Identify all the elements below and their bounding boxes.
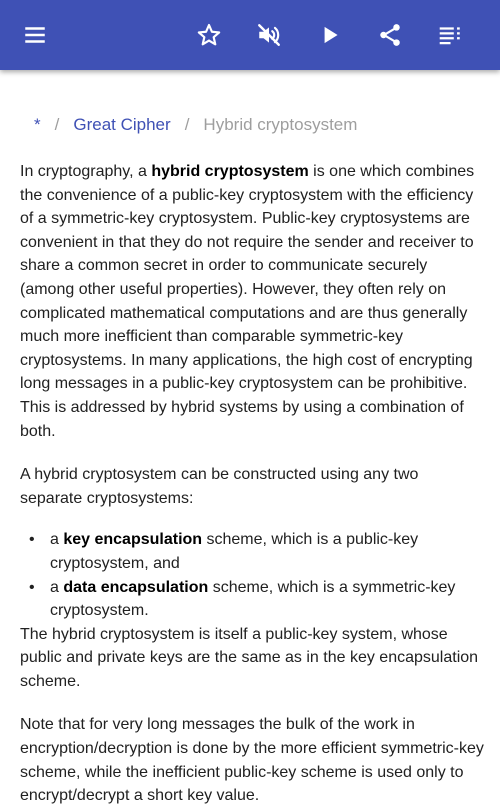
bold-term: hybrid cryptosystem	[151, 163, 309, 180]
list-item	[29, 528, 485, 575]
bold-term: data encapsulation	[63, 578, 209, 596]
bullet-list	[20, 528, 485, 622]
list-item-text: scheme, which is a symmetric-key cryptosystem.	[50, 578, 456, 620]
article-paragraph: A hybrid cryptosystem can be constructed using any two separate cryptosystems:	[20, 466, 419, 507]
list-item-text: scheme, which is a public-key cryptosystem, and	[50, 531, 419, 572]
article-paragraph: Note that for very long messages the bulk of the work in encryption/decryption is done by the more efficient symmetric-key scheme, while the inefficient public-key scheme is used only to encrypt/decrypt a short key value.	[20, 716, 484, 805]
breadcrumb-separator: /	[54, 115, 60, 134]
breadcrumb-parent-link[interactable]: Great Cipher	[73, 115, 171, 134]
mute-button[interactable]	[249, 15, 289, 55]
share-button[interactable]	[370, 15, 410, 55]
play-icon	[317, 22, 343, 48]
paragraph-text: In cryptography, a	[20, 163, 152, 180]
contents-button[interactable]	[430, 15, 470, 55]
share-icon	[377, 22, 403, 48]
list-item	[29, 576, 485, 623]
list-item-text: a	[50, 531, 64, 549]
breadcrumb	[34, 114, 357, 136]
play-button[interactable]	[310, 15, 350, 55]
list-item-text: a	[50, 578, 64, 596]
breadcrumb-root-link[interactable]: *	[34, 115, 41, 134]
bold-term: key encapsulation	[63, 531, 203, 549]
menu-button[interactable]	[15, 15, 55, 55]
breadcrumb-separator: /	[184, 115, 190, 134]
volume-off-icon	[256, 22, 282, 48]
bullet: •	[29, 531, 35, 549]
article-paragraph: The hybrid cryptosystem is itself a public-key system, whose public and private keys are the same as in the key encapsulation scheme.	[20, 625, 479, 690]
app-toolbar	[0, 0, 500, 70]
breadcrumb-current: Hybrid cryptosystem	[203, 115, 358, 134]
article-paragraph	[20, 160, 485, 443]
bullet: •	[29, 578, 35, 596]
bookmark-button[interactable]	[189, 15, 229, 55]
menu-icon	[22, 22, 48, 48]
list-icon	[437, 22, 463, 48]
star-outline-icon	[196, 22, 222, 48]
article-body	[20, 160, 485, 808]
paragraph-text: is one which combines the convenience of a public-key cryptosystem with the efficiency of a symmetric-key cryptosystem. Public-key cryptosystems are convenient in that they do not require the sender and receiver to share a common secret in order to communicate securely (among other useful properties). However, they often rely on complicated mathematical computations and are thus generally much more inefficient than comparable symmetric-key cryptosystems. In many applications, the high cost of encrypting long messages in a public-key cryptosystem can be prohibitive. This is addressed by hybrid systems by using a combination of both.	[20, 163, 475, 440]
